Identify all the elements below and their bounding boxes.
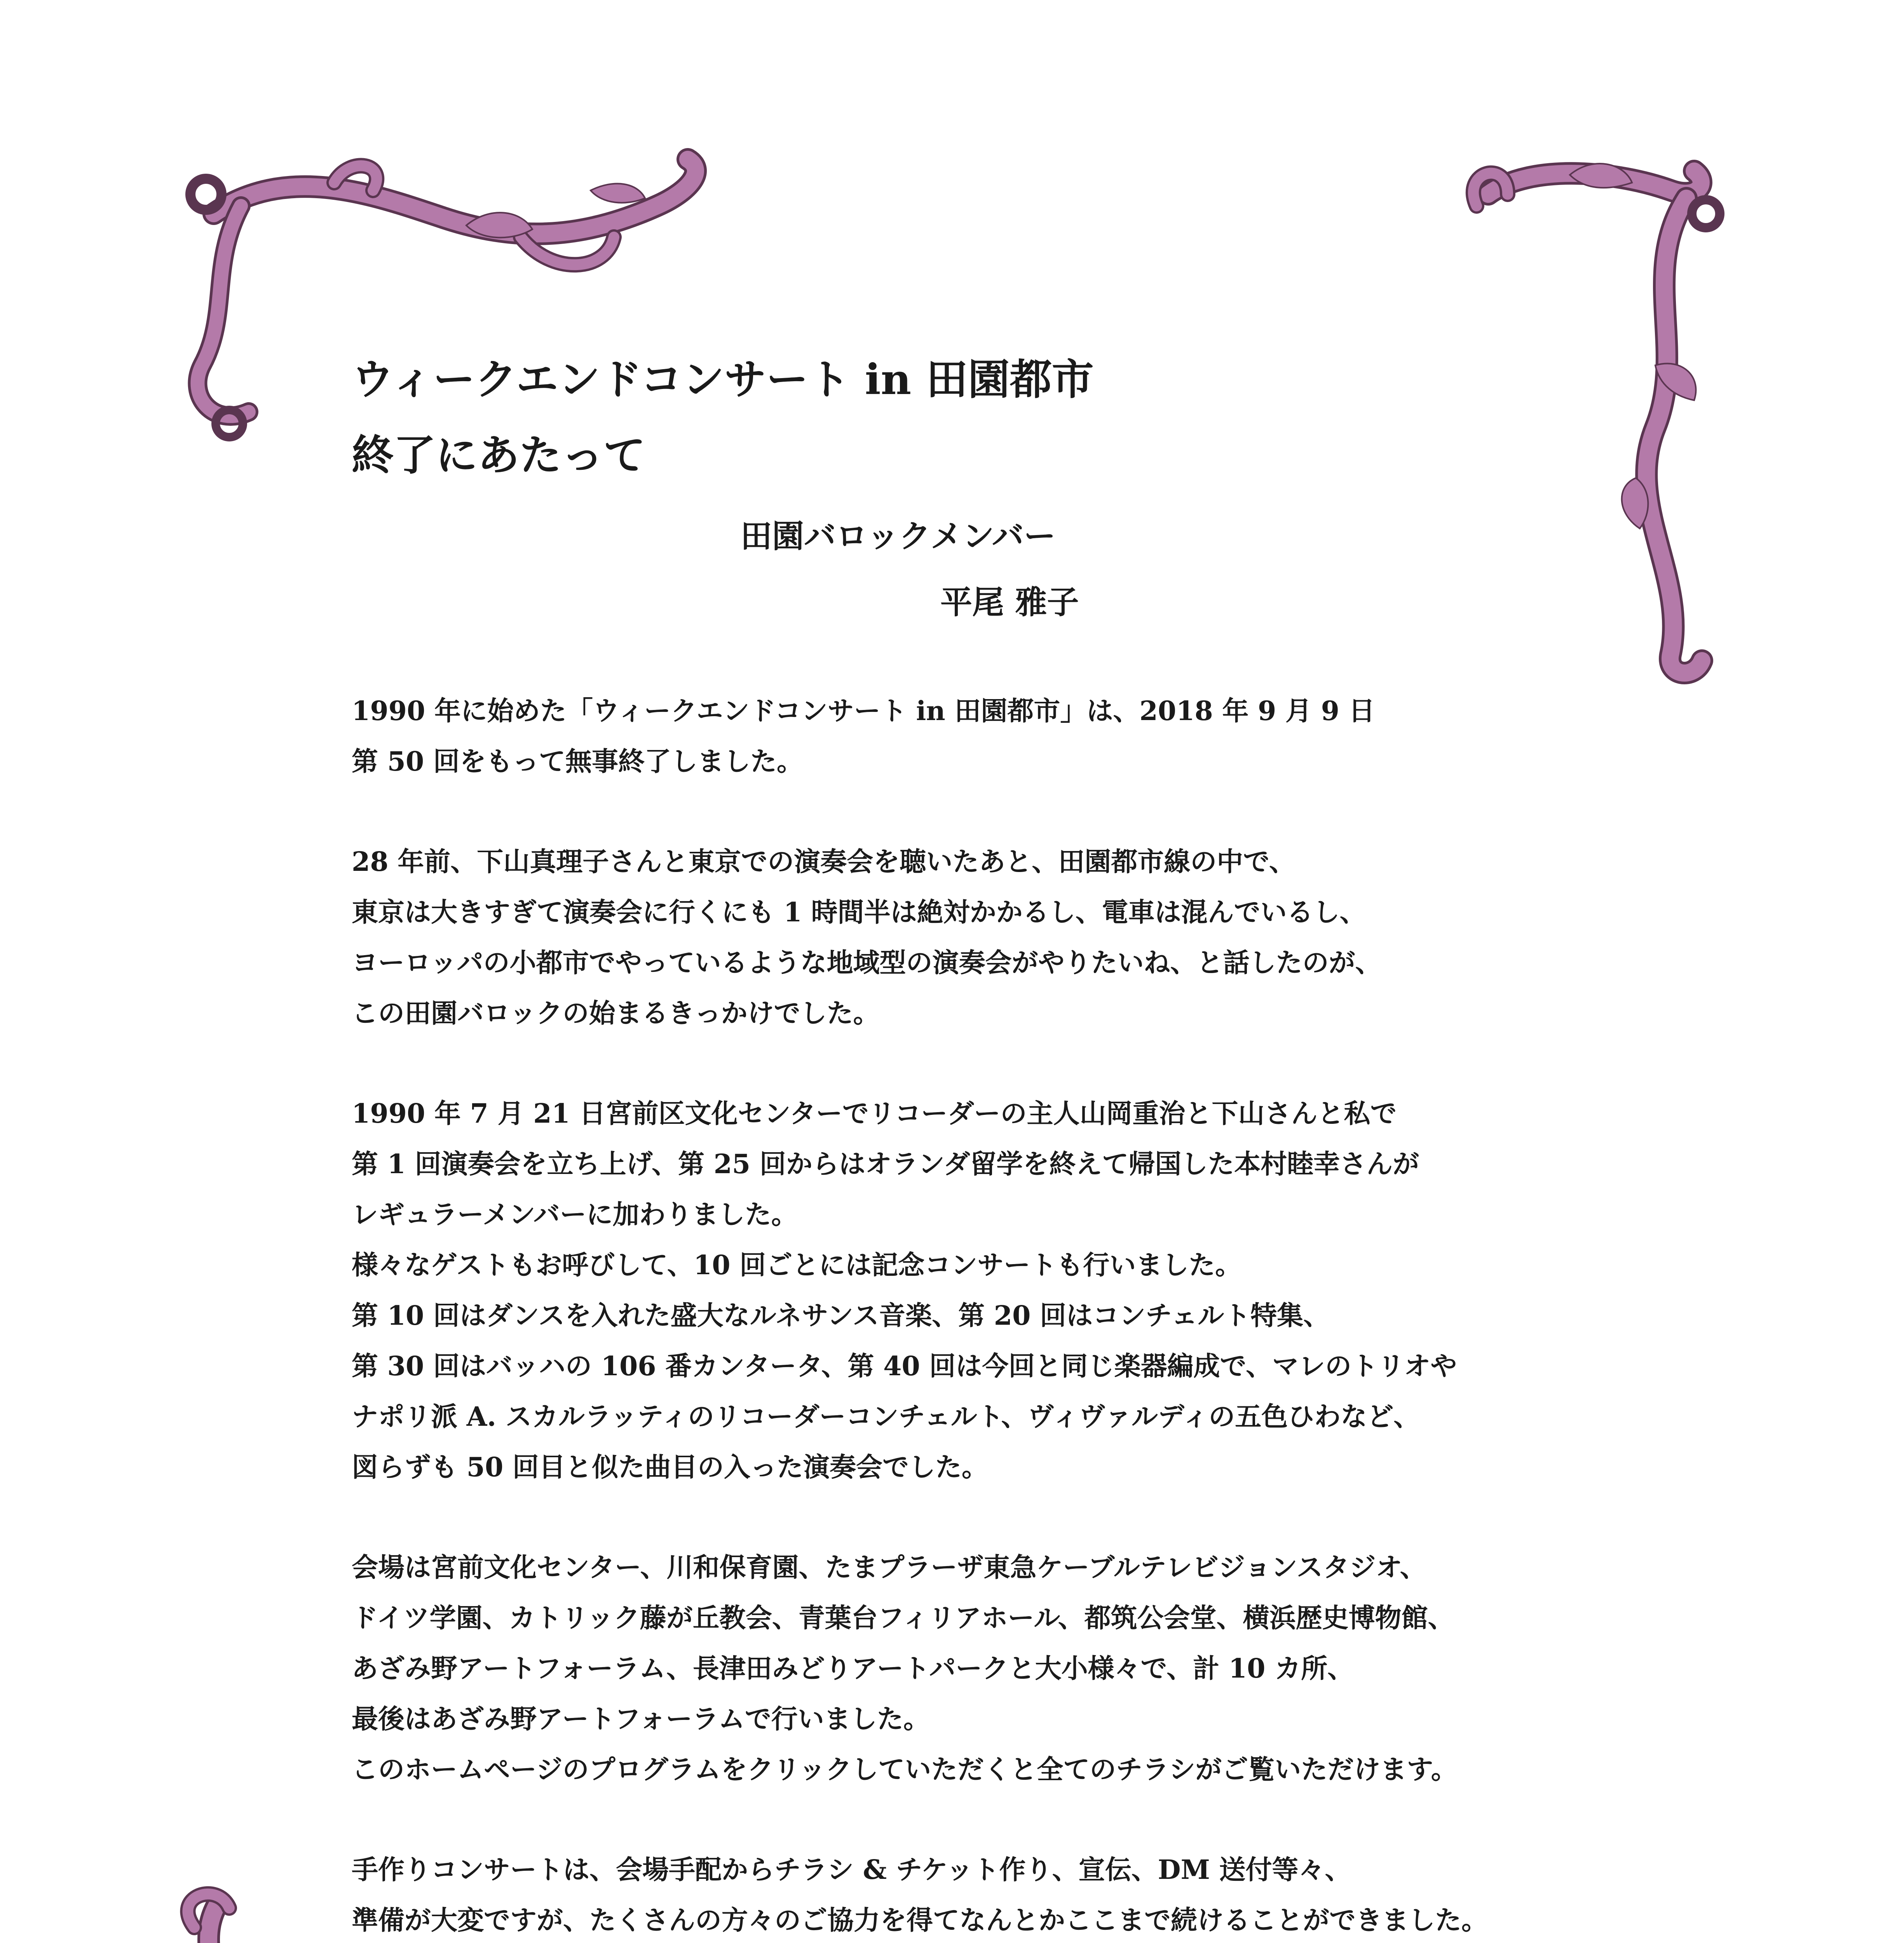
text-line: 会場は宮前文化センター、川和保育園、たまプラーザ東急ケーブルテレビジョンスタジオ、	[352, 1552, 1426, 1583]
text-line: 第 1 回演奏会を立ち上げ、第 25 回からはオランダ留学を終えて帰国した本村睦幸さんが	[352, 1149, 1419, 1180]
title-block	[352, 342, 1673, 494]
text-line: 準備が大変ですが、たくさんの方々のご協力を得てなんとかここまで続けることができました。	[352, 1905, 1488, 1936]
text-line: ドイツ学園、カトリック藤が丘教会、青葉台フィリアホール、都筑公会堂、横浜歴史博物館、	[352, 1603, 1454, 1634]
document-title: ウィークエンドコンサート in 田園都市	[352, 355, 1094, 404]
paragraph-2	[352, 837, 1673, 1039]
text-line: 様々なゲストもお呼びして、10 回ごとには記念コンサートも行いました。	[352, 1250, 1242, 1281]
text-line: 図らずも 50 回目と似た曲目の入った演奏会でした。	[352, 1452, 988, 1483]
paragraph-5	[352, 1845, 1673, 1943]
text-line: ナポリ派 A. スカルラッティのリコーダーコンチェルト、ヴィヴァルディの五色ひわなど、	[352, 1401, 1420, 1432]
paragraph-1	[352, 686, 1673, 787]
text-line: 第 30 回はバッハの 106 番カンタータ、第 40 回は今回と同じ楽器編成で、マレのトリオや	[352, 1351, 1457, 1382]
text-line: 最後はあざみ野アートフォーラムで行いました。	[352, 1704, 930, 1735]
text-line: レギュラーメンバーに加わりました。	[352, 1199, 798, 1230]
text-line: 第 50 回をもって無事終了しました。	[352, 746, 803, 777]
paragraph-3	[352, 1088, 1673, 1493]
body-text	[352, 686, 1673, 1943]
author-group: 田園バロックメンバー	[740, 518, 1056, 555]
text-line: この田園バロックの始まるきっかけでした。	[352, 998, 880, 1029]
text-line: 28 年前、下山真理子さんと東京での演奏会を聴いたあと、田園都市線の中で、	[352, 846, 1295, 877]
paragraph-4	[352, 1542, 1673, 1795]
text-line: 東京は大きすぎて演奏会に行くにも 1 時間半は絶対かかるし、電車は混んでいるし、	[352, 897, 1366, 928]
text-line: このホームページのプログラムをクリックしていただくと全てのチラシがご覧いただけます。	[352, 1754, 1458, 1785]
author-name: 平尾 雅子	[940, 584, 1079, 621]
document-subtitle: 終了にあたって	[352, 431, 646, 480]
text-line: 第 10 回はダンスを入れた盛大なルネサンス音楽、第 20 回はコンチェルト特集、	[352, 1300, 1330, 1331]
text-line: 1990 年 7 月 21 日宮前区文化センターでリコーダーの主人山岡重治と下山さんと私で	[352, 1098, 1397, 1129]
text-line: 手作りコンサートは、会場手配からチラシ & チケット作り、宣伝、DM 送付等々、	[352, 1854, 1351, 1885]
text-line: ヨーロッパの小都市でやっているような地域型の演奏会がやりたいね、と話したのが、	[352, 947, 1382, 978]
text-line: あざみ野アートフォーラム、長津田みどりアートパークと大小様々で、計 10 カ所、	[352, 1653, 1354, 1684]
text-line: 1990 年に始めた「ウィークエンドコンサート in 田園都市」は、2018 年 9 月 9 日	[352, 696, 1375, 727]
